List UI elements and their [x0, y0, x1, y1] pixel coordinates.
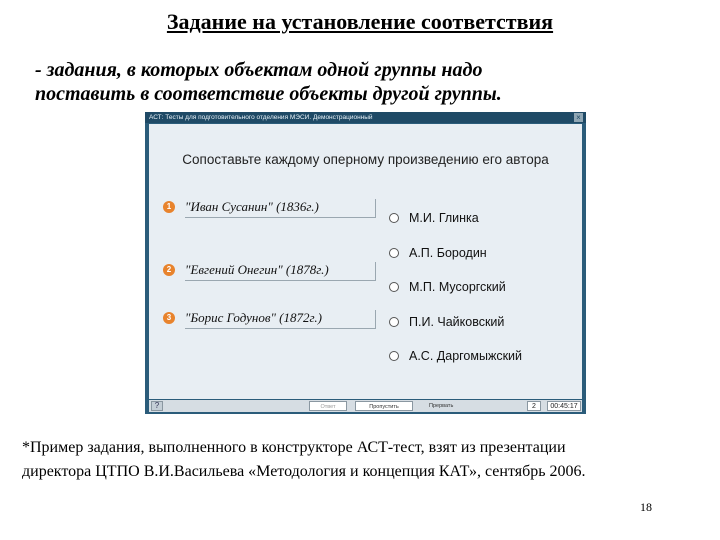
subtitle-line-2: поставить в соответствие объекты другой группы. [35, 83, 502, 105]
left-item-text: "Борис Годунов" (1872г.) [185, 310, 376, 329]
footnote-line-1: *Пример задания, выполненного в конструкторе АСТ-тест, взят из презентации [22, 439, 566, 456]
window-titlebar [145, 112, 586, 123]
subtitle-line-1: - задания, в которых объектам одной группы надо [35, 59, 483, 81]
slide-title: Задание на установление соответствия [166, 9, 554, 34]
test-app-window [145, 112, 586, 414]
footnote-line-2: директора ЦТПО В.И.Васильева «Методология и концепция КАТ», сентябрь 2006. [22, 463, 586, 480]
radio-button[interactable] [389, 282, 399, 292]
number-badge-3: 3 [163, 312, 175, 324]
number-badge-1: 1 [163, 201, 175, 213]
radio-button[interactable] [389, 351, 399, 361]
timer: 00:45:17 [547, 401, 581, 411]
skip-button[interactable]: Пропустить [355, 401, 413, 411]
number-badge-2: 2 [163, 264, 175, 276]
left-item-text: "Иван Сусанин" (1836г.) [185, 199, 376, 218]
abort-button[interactable]: Прервать [429, 403, 454, 409]
window-title: АСТ: Тесты для подготовительного отделения МЭСИ. Демонстрационный [149, 114, 373, 121]
right-item-text: П.И. Чайковский [409, 315, 505, 329]
window-content [149, 124, 582, 399]
question-text: Сопоставьте каждому оперному произведению его автора [182, 152, 549, 167]
radio-button[interactable] [389, 317, 399, 327]
statusbar [149, 400, 582, 412]
close-icon[interactable]: × [574, 113, 583, 122]
radio-button[interactable] [389, 213, 399, 223]
right-item-text: М.П. Мусоргский [409, 280, 506, 294]
help-icon[interactable]: ? [151, 401, 163, 411]
right-item-text: А.П. Бородин [409, 246, 487, 260]
right-item-text: А.С. Даргомыжский [409, 349, 523, 363]
slide-subtitle [35, 58, 695, 106]
answer-button[interactable]: Ответ [309, 401, 347, 411]
question-number: 2 [527, 401, 541, 411]
left-item-text: "Евгений Онегин" (1878г.) [185, 262, 376, 281]
right-item-text: М.И. Глинка [409, 211, 479, 225]
radio-button[interactable] [389, 248, 399, 258]
page-number: 18 [640, 500, 652, 514]
footnote [22, 436, 712, 484]
